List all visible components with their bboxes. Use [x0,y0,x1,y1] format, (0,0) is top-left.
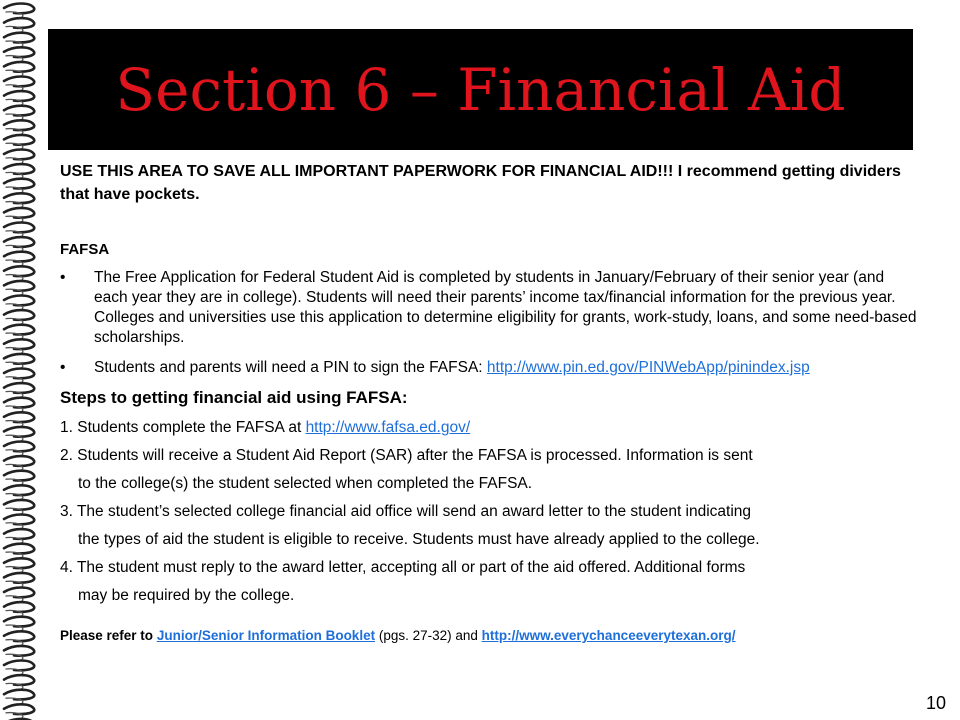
spiral-ring [4,339,34,353]
spiral-ring [4,369,34,383]
step-3-line-1: 3. The student’s selected college financial aid office will send an award letter to the student indicating [60,503,752,520]
spiral-ring [4,4,34,18]
fafsa-bullet-2-text: Students and parents will need a PIN to sign the FAFSA: [94,359,487,376]
spiral-ring [4,18,34,32]
spiral-ring [4,310,34,324]
spiral-ring [4,442,34,456]
spiral-ring [4,398,34,412]
bullet-marker: • [60,269,66,286]
page-title: Section 6 – Financial Aid [115,55,846,124]
spiral-ring [4,456,34,470]
content-area [60,160,920,643]
spiral-ring [4,427,34,441]
spiral-ring [4,558,34,572]
spiral-ring [4,135,34,149]
spiral-ring [4,588,34,602]
step-3 [60,498,920,554]
step-2-line-2: to the college(s) the student selected when completed the FAFSA. [78,475,533,492]
step-3-line-2: the types of aid the student is eligible to receive. Students must have already applied to the college. [78,531,760,548]
spiral-ring [4,47,34,61]
spiral-ring [4,661,34,675]
step-1 [60,414,920,442]
everychance-link[interactable]: http://www.everychanceeverytexan.org/ [481,628,736,643]
spiral-ring [4,237,34,251]
fafsa-bullet-2 [60,358,920,378]
spiral-ring [4,354,34,368]
spiral-ring [4,529,34,543]
spiral-ring [4,675,34,689]
title-bar [48,29,913,150]
spiral-ring [4,704,34,718]
spiral-ring [4,208,34,222]
fafsa-bullet-list [60,268,920,378]
spiral-ring [4,281,34,295]
spiral-ring [4,62,34,76]
booklet-link[interactable]: Junior/Senior Information Booklet [156,628,376,643]
spiral-ring [4,33,34,47]
step-4-line-2: may be required by the college. [78,587,295,604]
spiral-ring [4,383,34,397]
fafsa-link[interactable]: http://www.fafsa.ed.gov/ [305,419,471,436]
spiral-ring [4,296,34,310]
steps-heading: Steps to getting financial aid using FAFSA: [60,388,408,407]
spiral-ring [4,77,34,91]
spiral-ring [4,485,34,499]
spiral-binding [0,0,48,720]
spiral-ring [4,631,34,645]
pin-link[interactable]: http://www.pin.ed.gov/PINWebApp/pinindex.jsp [486,359,810,376]
spiral-ring [4,412,34,426]
fafsa-heading: FAFSA [60,241,110,258]
spiral-ring [4,602,34,616]
bullet-marker: • [60,359,66,376]
spiral-ring [4,471,34,485]
refer-note [60,628,920,643]
refer-pages: (pgs. 27-32) and [375,628,482,643]
spiral-ring [4,573,34,587]
spiral-ring [4,179,34,193]
spiral-ring [4,223,34,237]
spiral-ring [4,515,34,529]
spiral-ring [4,325,34,339]
step-4 [60,554,920,610]
spiral-ring [4,690,34,704]
page-number: 10 [925,693,946,713]
spiral-ring [4,91,34,105]
refer-prefix: Please refer to [60,628,157,643]
fafsa-bullet-1 [60,268,920,348]
spiral-ring [4,150,34,164]
step-2 [60,442,920,498]
spiral-ring [4,164,34,178]
intro-text: USE THIS AREA TO SAVE ALL IMPORTANT PAPERWORK FOR FINANCIAL AID!!! I recommend getting dividers that have pockets. [60,163,901,203]
spiral-ring [4,544,34,558]
spiral-ring [4,120,34,134]
step-4-line-1: 4. The student must reply to the award letter, accepting all or part of the aid offered. Additional forms [60,559,746,576]
spiral-ring [4,617,34,631]
spiral-ring [4,500,34,514]
spiral-ring [4,252,34,266]
spiral-ring [4,646,34,660]
fafsa-bullet-1-text: The Free Application for Federal Student Aid is completed by students in January/February of their senior year (and each year they are in college). Students will need their parents’ income tax/financial information for the previous year. Colleges and universities use this application to determine eligibility for grants, work-study, loans, and some need-based scholarships. [94,269,917,346]
step-1-text: 1. Students complete the FAFSA at [60,419,306,436]
spiral-ring [4,106,34,120]
spiral-ring [4,266,34,280]
spiral-ring [4,193,34,207]
step-2-line-1: 2. Students will receive a Student Aid Report (SAR) after the FAFSA is processed. Information is sent [60,447,753,464]
